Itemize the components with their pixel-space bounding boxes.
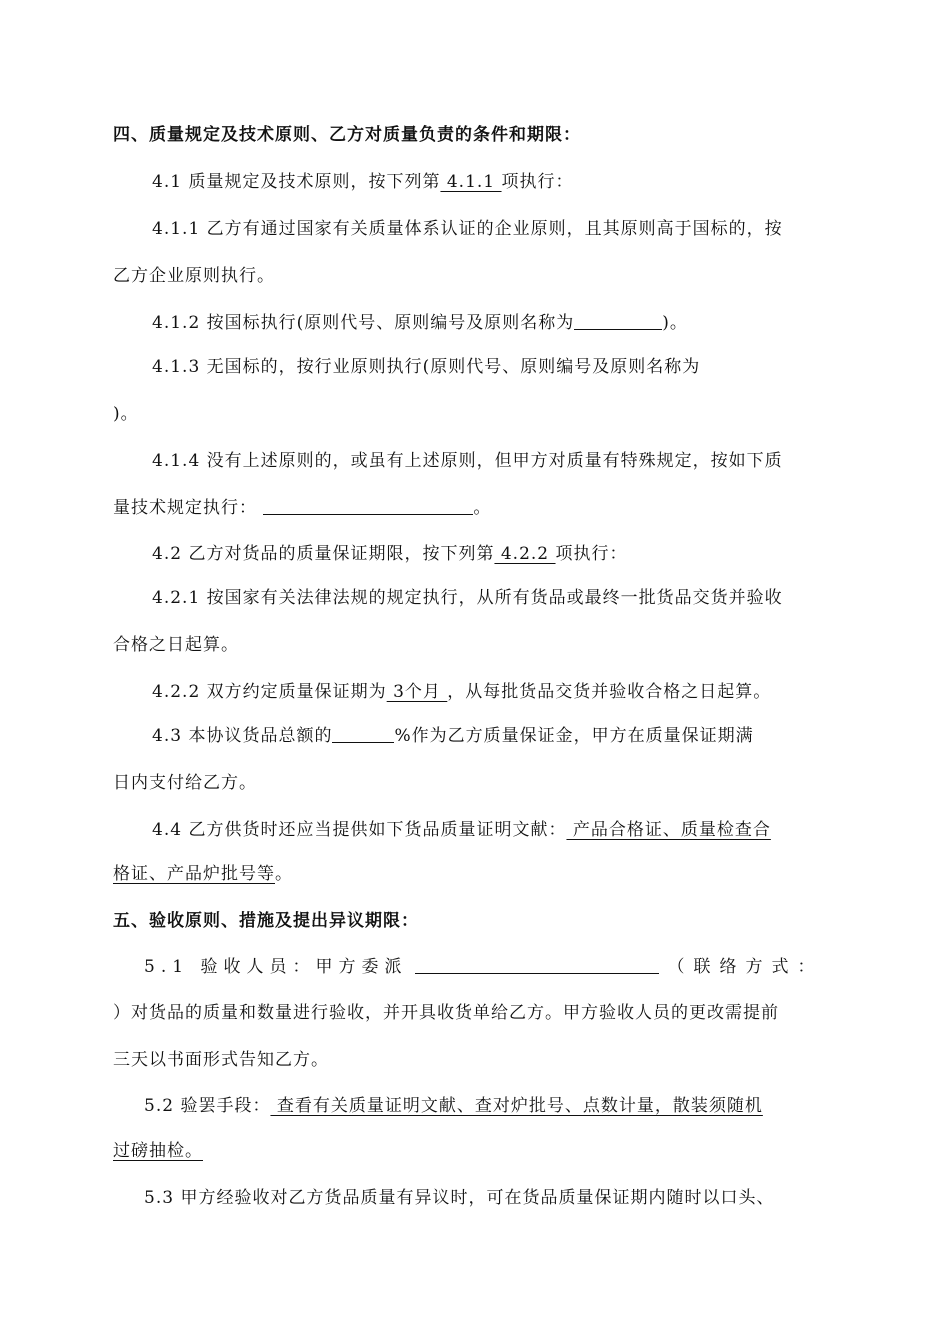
clause-4-1-4-line2: 量技术规定执行： 。 [113,498,492,518]
clause-4-4-line2: 格证、产品炉批号等。 [113,864,293,884]
clause-5-2-line2 [113,1136,203,1161]
blank-field [332,726,394,743]
blank-field [415,957,659,974]
clause-5-2-line1: 5.2 验罢手段： 查看有关质量证明文献、查对炉批号、点数计量，散装须随机 [144,1096,763,1116]
clause-5-2-value-cont: 过磅抽检。 [113,1141,203,1161]
clause-4-4-value-cont: 格证、产品炉批号等 [113,864,275,884]
blank-field [574,313,662,330]
section-5-heading: 五、验收原则、措施及提出异议期限： [113,911,419,931]
clause-4-2-2-value: 3个月 [386,682,448,702]
clause-5-1-line2: ）对货品的质量和数量进行验收，并开具收货单给乙方。甲方验收人员的更改需提前 [113,1003,779,1023]
blank-field [263,498,473,515]
clause-4-1-3-line1: 4.1.3 无国标的，按行业原则执行(原则代号、原则编号及原则名称为 [152,357,701,377]
clause-4-3-line2: 日内支付给乙方。 [113,773,257,793]
clause-4-4-line1: 4.4 乙方供货时还应当提供如下货品质量证明文献： 产品合格证、质量检查合 [152,820,771,840]
clause-4-4-value: 产品合格证、质量检查合 [566,820,771,840]
clause-5-3-line1: 5.3 甲方经验收对乙方货品质量有异议时，可在货品质量保证期内随时以口头、 [144,1188,775,1208]
clause-4-2: 4.2 乙方对货品的质量保证期限，按下列第 4.2.2 项执行： [152,544,628,564]
clause-5-2-value: 查看有关质量证明文献、查对炉批号、点数计量，散装须随机 [270,1096,763,1116]
clause-4-1-1-line2: 乙方企业原则执行。 [113,266,275,286]
section-4-heading: 四、质量规定及技术原则、乙方对质量负责的条件和期限： [113,125,581,145]
clause-4-1: 4.1 质量规定及技术原则，按下列第 4.1.1 项执行： [152,172,574,192]
clause-4-2-1-line1: 4.2.1 按国家有关法律法规的规定执行，从所有货品或最终一批货品交货并验收 [152,588,783,608]
clause-5-1-line3: 三天以书面形式告知乙方。 [113,1050,329,1070]
clause-4-1-1-line1: 4.1.1 乙方有通过国家有关质量体系认证的企业原则，且其原则高于国标的，按 [152,219,783,239]
clause-4-3-line1: 4.3 本协议货品总额的 %作为乙方质量保证金，甲方在质量保证期满 [152,726,754,746]
clause-4-1-value: 4.1.1 [440,172,502,192]
clause-4-1-4-line1: 4.1.4 没有上述原则的，或虽有上述原则，但甲方对质量有特殊规定，按如下质 [152,451,783,471]
clause-4-1-3-line2: )。 [113,404,139,424]
clause-4-2-2: 4.2.2 双方约定质量保证期为 3个月 ，从每批货品交货并验收合格之日起算。 [152,682,772,702]
clause-4-2-value: 4.2.2 [494,544,556,564]
clause-4-2-1-line2: 合格之日起算。 [113,635,239,655]
clause-5-1-line1: 5.1 验收人员：甲方委派 （联络方式： [144,957,824,977]
clause-4-1-2: 4.1.2 按国标执行(原则代号、原则编号及原则名称为 )。 [152,313,688,333]
